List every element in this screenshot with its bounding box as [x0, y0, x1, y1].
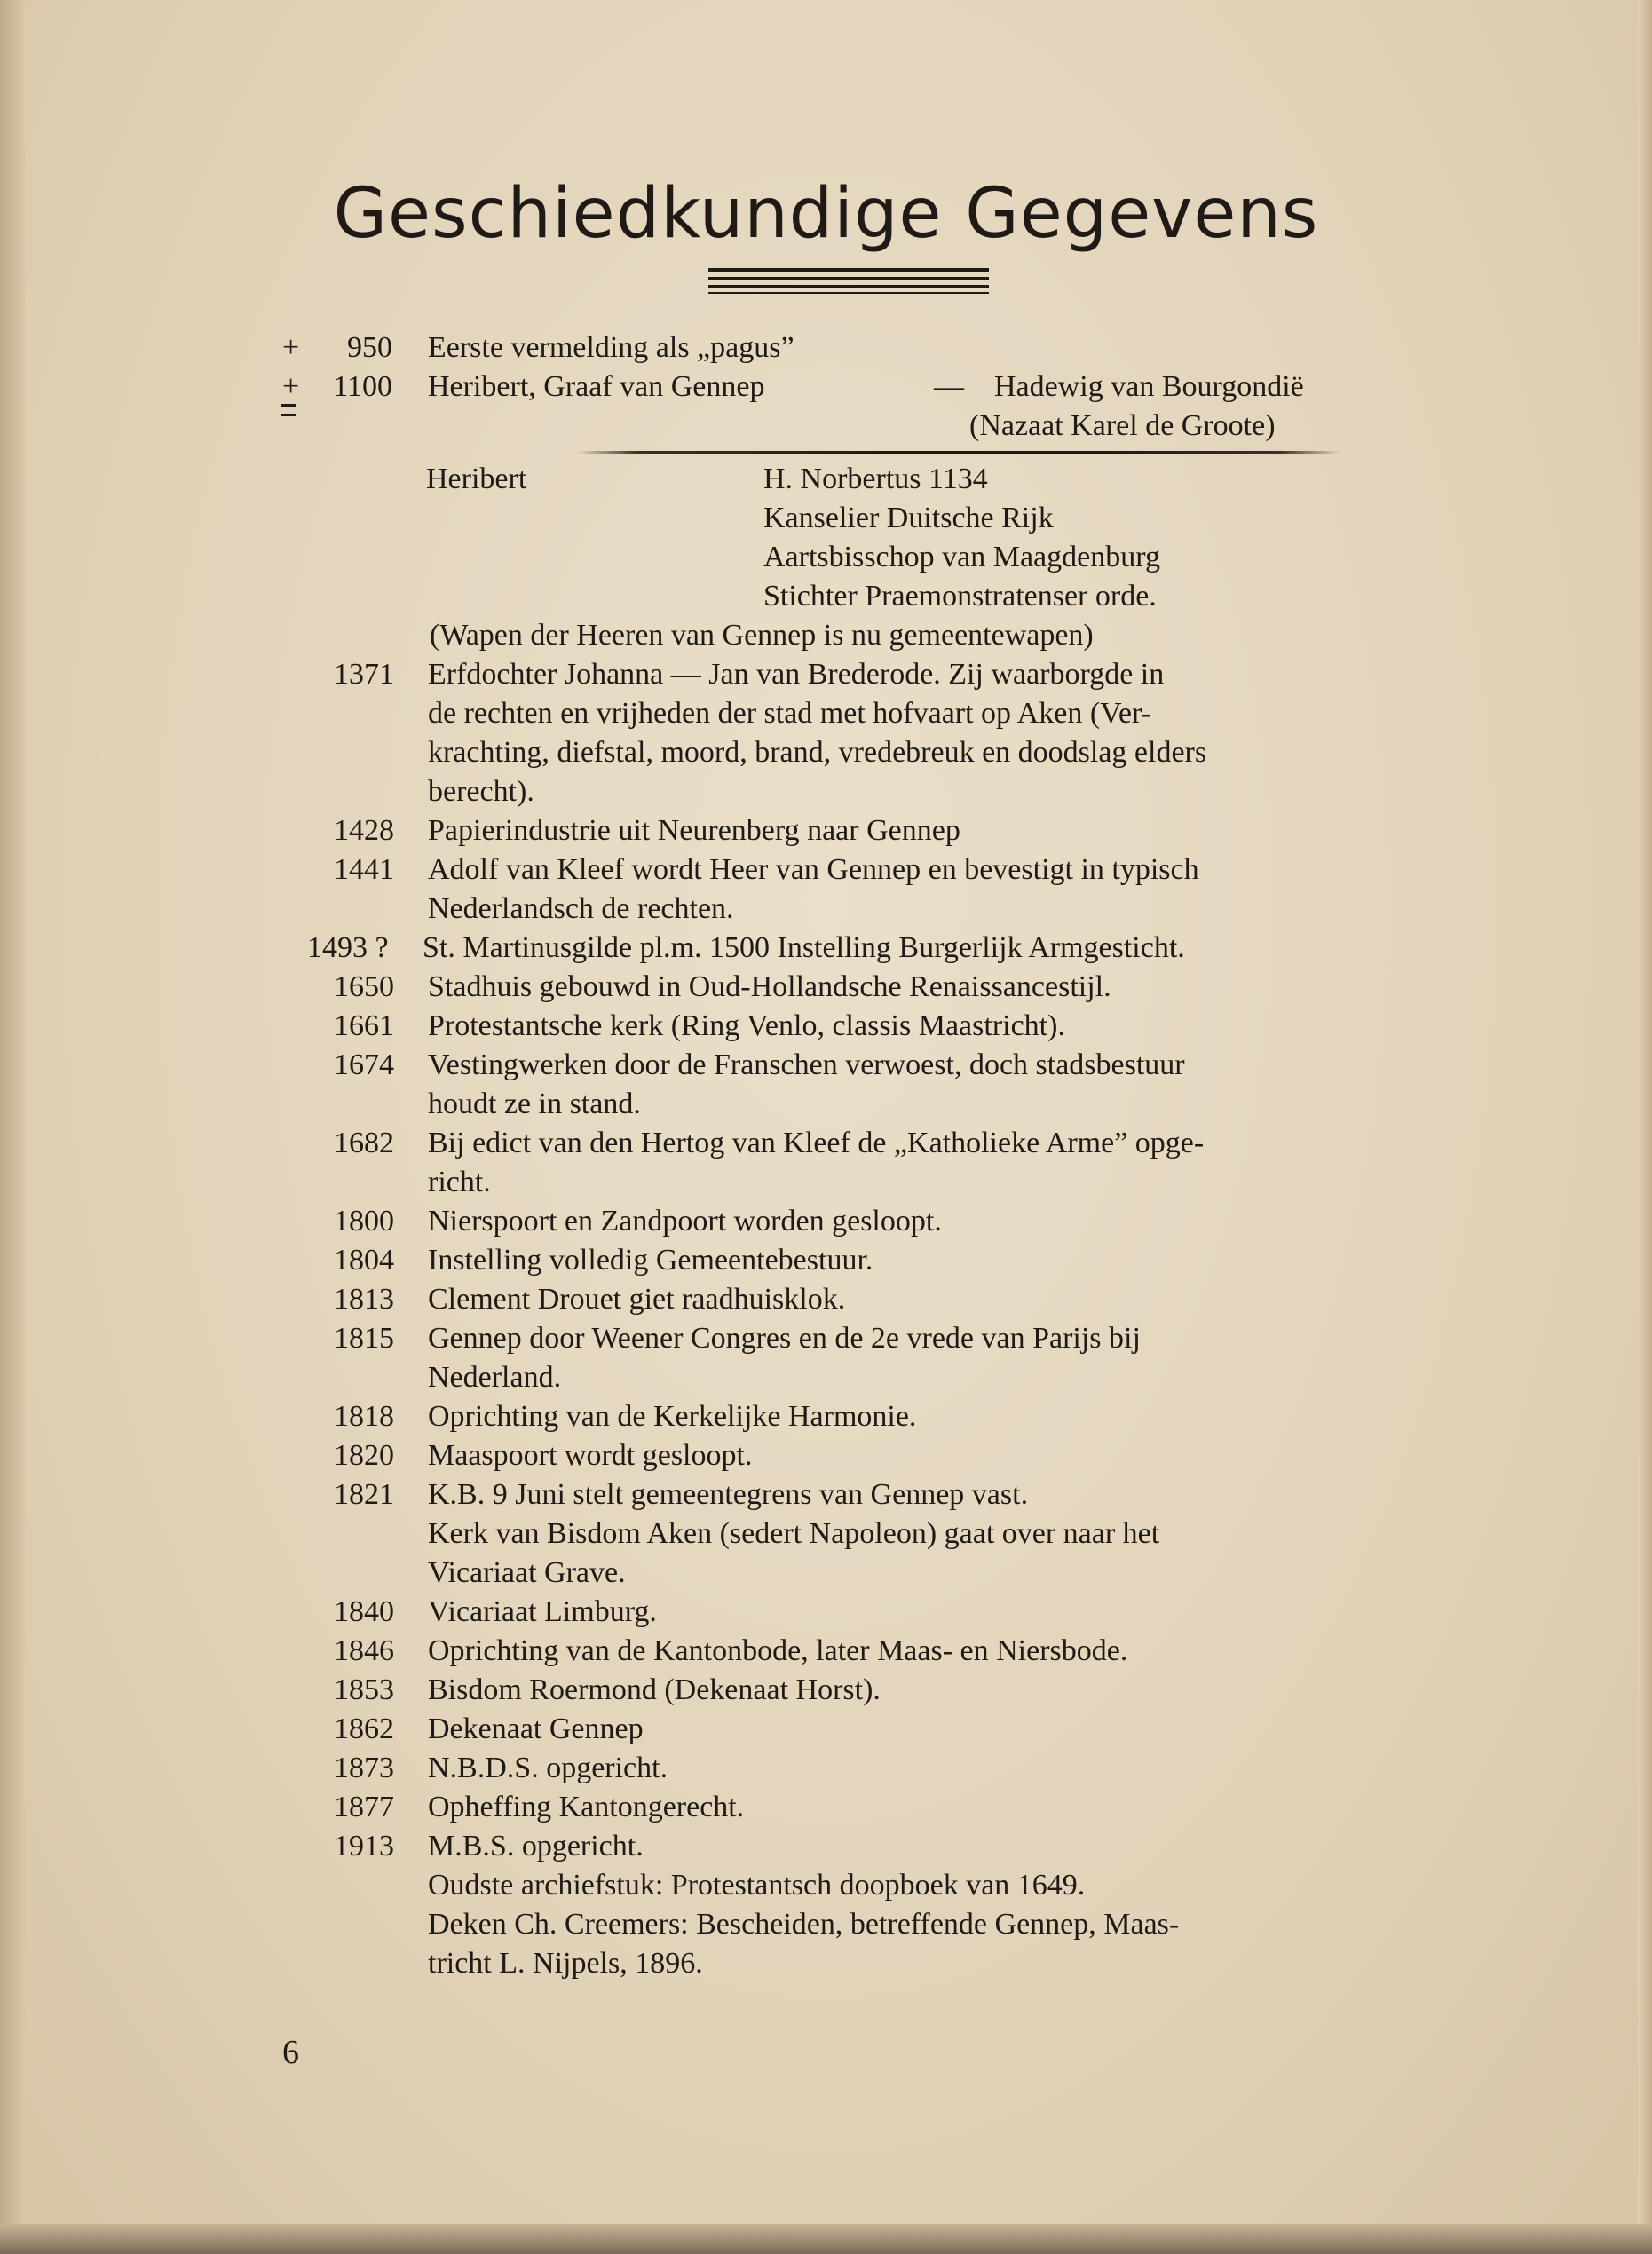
entry-year: 1674 [334, 1048, 394, 1081]
title-rule-2 [708, 277, 989, 280]
entry-line: berecht). [428, 775, 534, 808]
entry-line: Maaspoort wordt gesloopt. [428, 1439, 753, 1472]
entry-line: Nederlandsch de rechten. [428, 892, 734, 925]
title-rule-3 [708, 285, 989, 288]
entry-line: Adolf van Kleef wordt Heer van Gennep en bevestigt in typisch [428, 853, 1199, 886]
entry-line: Clement Drouet giet raadhuisklok. [428, 1283, 846, 1316]
entry-year: 1682 [334, 1127, 394, 1159]
entry-line: Papierindustrie uit Neurenberg naar Gennep [428, 814, 960, 847]
entry-line: Bisdom Roermond (Dekenaat Horst). [428, 1673, 881, 1706]
entry-text-left: Heribert, Graaf van Gennep [428, 370, 765, 403]
entry-line: St. Martinusgilde pl.m. 1500 Instelling Burgerlijk Armgesticht. [423, 931, 1185, 964]
genealogy-name: Heribert [426, 463, 527, 495]
entry-line: M.B.S. opgericht. [428, 1830, 644, 1863]
entry-year: 1800 [334, 1205, 394, 1238]
title-rule-1 [708, 268, 989, 272]
entry-year: 1862 [334, 1712, 394, 1745]
entry-year: 1661 [334, 1009, 394, 1042]
entry-line: richt. [428, 1166, 491, 1198]
entry-year: 1813 [334, 1283, 394, 1316]
entry-year: 1428 [334, 814, 394, 847]
entry-line: Kerk van Bisdom Aken (sedert Napoleon) gaat over naar het [428, 1517, 1160, 1550]
entry-year: 1877 [334, 1791, 394, 1823]
title-rule-4 [708, 292, 989, 294]
entry-year: 1100 [333, 370, 392, 403]
entry-line: Protestantsche kerk (Ring Venlo, classis Maastricht). [428, 1009, 1065, 1042]
entry-line: Dekenaat Gennep [428, 1712, 644, 1745]
page-title: Geschiedkundige Gegevens [333, 174, 1319, 254]
cross-sign: + [282, 331, 300, 364]
entry-line: Nierspoort en Zandpoort worden gesloopt. [428, 1205, 942, 1238]
entry-text: Stichter Praemonstratenser orde. [763, 580, 1157, 613]
entry-line: krachting, diefstal, moord, brand, vredebreuk en doodslag elders [428, 736, 1207, 769]
cross-sign: + [282, 370, 300, 403]
entry-year: 1818 [334, 1400, 394, 1433]
entry-line: Oprichting van de Kerkelijke Harmonie. [428, 1400, 917, 1433]
entry-line: N.B.D.S. opgericht. [428, 1752, 668, 1784]
entry-line: houdt ze in stand. [428, 1087, 641, 1120]
entry-line: tricht L. Nijpels, 1896. [428, 1947, 703, 1980]
entry-line: Vicariaat Limburg. [428, 1595, 657, 1628]
entry-line: Vestingwerken door de Franschen verwoest, doch stadsbestuur [428, 1048, 1185, 1081]
entry-line: Erfdochter Johanna — Jan van Brederode. Zij waarborgde in [428, 658, 1165, 691]
entry-year: 1441 [334, 853, 394, 886]
entry-year: 950 [347, 331, 392, 364]
entry-continuation: (Nazaat Karel de Groote) [969, 409, 1276, 442]
entry-year: 1493 ? [307, 931, 389, 964]
entry-year: 1873 [334, 1752, 394, 1784]
entry-line: Gennep door Weener Congres en de 2e vrede van Parijs bij [428, 1322, 1141, 1355]
entry-line: de rechten en vrijheden der stad met hofvaart op Aken (Ver- [428, 697, 1151, 730]
genealogy-line [577, 451, 1340, 454]
timeline-entry [0, 369, 1420, 405]
entry-year: 1913 [334, 1830, 394, 1863]
entry-year: 1840 [334, 1595, 394, 1628]
entry-year: 1815 [334, 1322, 394, 1355]
entry-text: H. Norbertus 1134 [763, 463, 988, 495]
dagger-bar [281, 414, 296, 416]
entry-line: Oprichting van de Kantonbode, later Maas- en Niersbode. [428, 1634, 1128, 1667]
entry-year: 1650 [334, 970, 394, 1003]
entry-year: 1853 [334, 1673, 394, 1706]
entry-text-right: Hadewig van Bourgondië [994, 370, 1304, 403]
entry-line: Instelling volledig Gemeentebestuur. [428, 1244, 873, 1277]
page-number: 6 [282, 2034, 299, 2071]
entry-line: Bij edict van den Hertog van Kleef de „Katholieke Arme” opge- [428, 1127, 1205, 1159]
entry-year: 1821 [334, 1478, 394, 1511]
entry-line: Opheffing Kantongerecht. [428, 1791, 745, 1823]
entry-line: Stadhuis gebouwd in Oud-Hollandsche Renaissancestijl. [428, 970, 1111, 1003]
page-left-edge [0, 0, 25, 2254]
entry-line: Oudste archiefstuk: Protestantsch doopboek van 1649. [428, 1869, 1086, 1902]
page-right-edge [1638, 0, 1652, 2254]
entry-year: 1804 [334, 1244, 394, 1277]
entry-line: Vicariaat Grave. [428, 1556, 626, 1589]
entry-text: Eerste vermelding als „pagus” [428, 331, 794, 364]
entry-year: 1820 [334, 1439, 394, 1472]
entry-dash: — [934, 370, 964, 403]
entry-text: Aartsbisschop van Maagdenburg [763, 541, 1160, 573]
entry-text: (Wapen der Heeren van Gennep is nu gemeentewapen) [430, 619, 1094, 652]
entry-line: Deken Ch. Creemers: Bescheiden, betreffende Gennep, Maas- [428, 1908, 1180, 1941]
entry-year: 1371 [334, 658, 394, 691]
entry-year: 1846 [334, 1634, 394, 1667]
entry-line: Nederland. [428, 1361, 562, 1394]
dagger-bar [281, 404, 296, 407]
entry-text: Kanselier Duitsche Rijk [763, 502, 1054, 534]
entry-line: K.B. 9 Juni stelt gemeentegrens van Gennep vast. [428, 1478, 1029, 1511]
page-bottom-edge [0, 2224, 1652, 2254]
